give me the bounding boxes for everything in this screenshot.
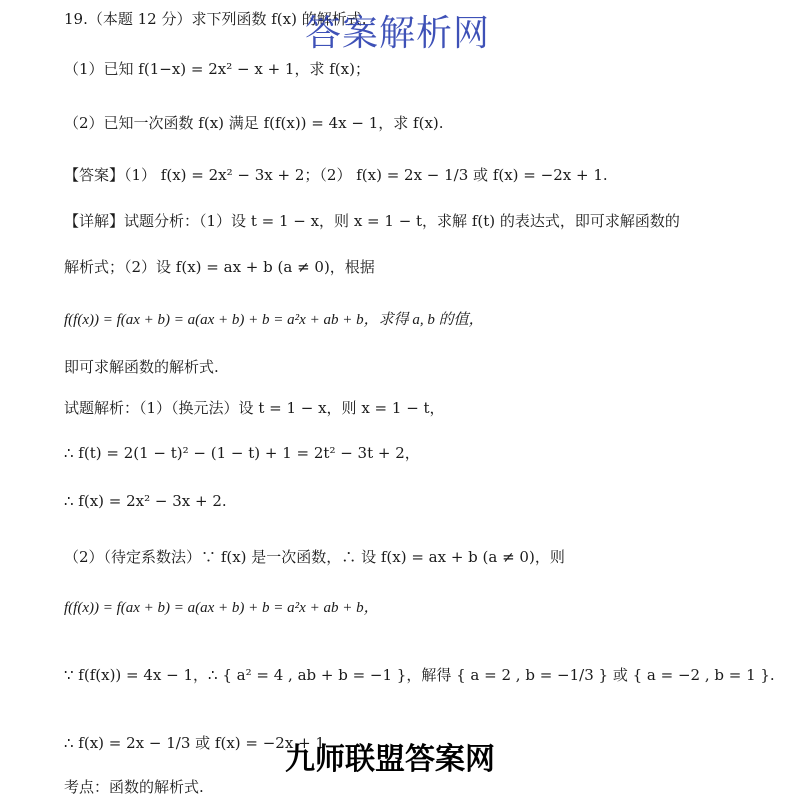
solution-line-7: ∴ f(x) = 2x − 1/3 或 f(x) = −2x + 1 [64, 734, 325, 752]
solution-line-5: f(f(x)) = f(ax + b) = a(ax + b) + b = a²x + ab + b， [64, 600, 379, 616]
solution-line-2: ∴ f(t) = 2(1 − t)² − (1 − t) + 1 = 2t² − 3t + 2， [64, 444, 420, 462]
analysis-line-1: 【详解】试题分析：（1）设 t = 1 − x，则 x = 1 − t，求解 f(t) 的表达式，即可求解函数的 [64, 212, 680, 230]
answer-line: 【答案】（1） f(x) = 2x² − 3x + 2；（2） f(x) = 2x − 1/3 或 f(x) = −2x + 1. [64, 166, 608, 184]
analysis-line-2: 解析式；（2）设 f(x) = ax + b (a ≠ 0)，根据 [64, 258, 375, 276]
watermark-top: 答案解析网 [305, 13, 491, 54]
solution-line-3: ∴ f(x) = 2x² − 3x + 2. [64, 492, 227, 510]
solution-line-6: ∵ f(f(x)) = 4x − 1，∴ { a² = 4 , ab + b = −1 }，解得 { a = 2 , b = −1/3 } 或 { a = −2 , b = 1 }. [64, 666, 775, 684]
question-title: 19.（本题 12 分）求下列函数 f(x) 的解析式. [64, 10, 367, 28]
analysis-line-3: f(f(x)) = f(ax + b) = a(ax + b) + b = a²x + ab + b，求得 a, b 的值， [64, 312, 484, 328]
analysis-line-4: 即可求解函数的解析式. [64, 358, 219, 376]
question-part-1: （1）已知 f(1−x) = 2x² − x + 1，求 f(x)； [64, 60, 370, 78]
question-part-2: （2）已知一次函数 f(x) 满足 f(f(x)) = 4x − 1，求 f(x). [64, 114, 444, 132]
watermark-bottom: 九师联盟答案网 [285, 742, 495, 777]
solution-line-4: （2）（待定系数法）∵ f(x) 是一次函数，∴ 设 f(x) = ax + b (a ≠ 0)，则 [64, 548, 565, 566]
solution-line-8: 考点：函数的解析式. [64, 778, 204, 796]
solution-line-1: 试题解析：（1）（换元法）设 t = 1 − x，则 x = 1 − t， [64, 399, 445, 417]
